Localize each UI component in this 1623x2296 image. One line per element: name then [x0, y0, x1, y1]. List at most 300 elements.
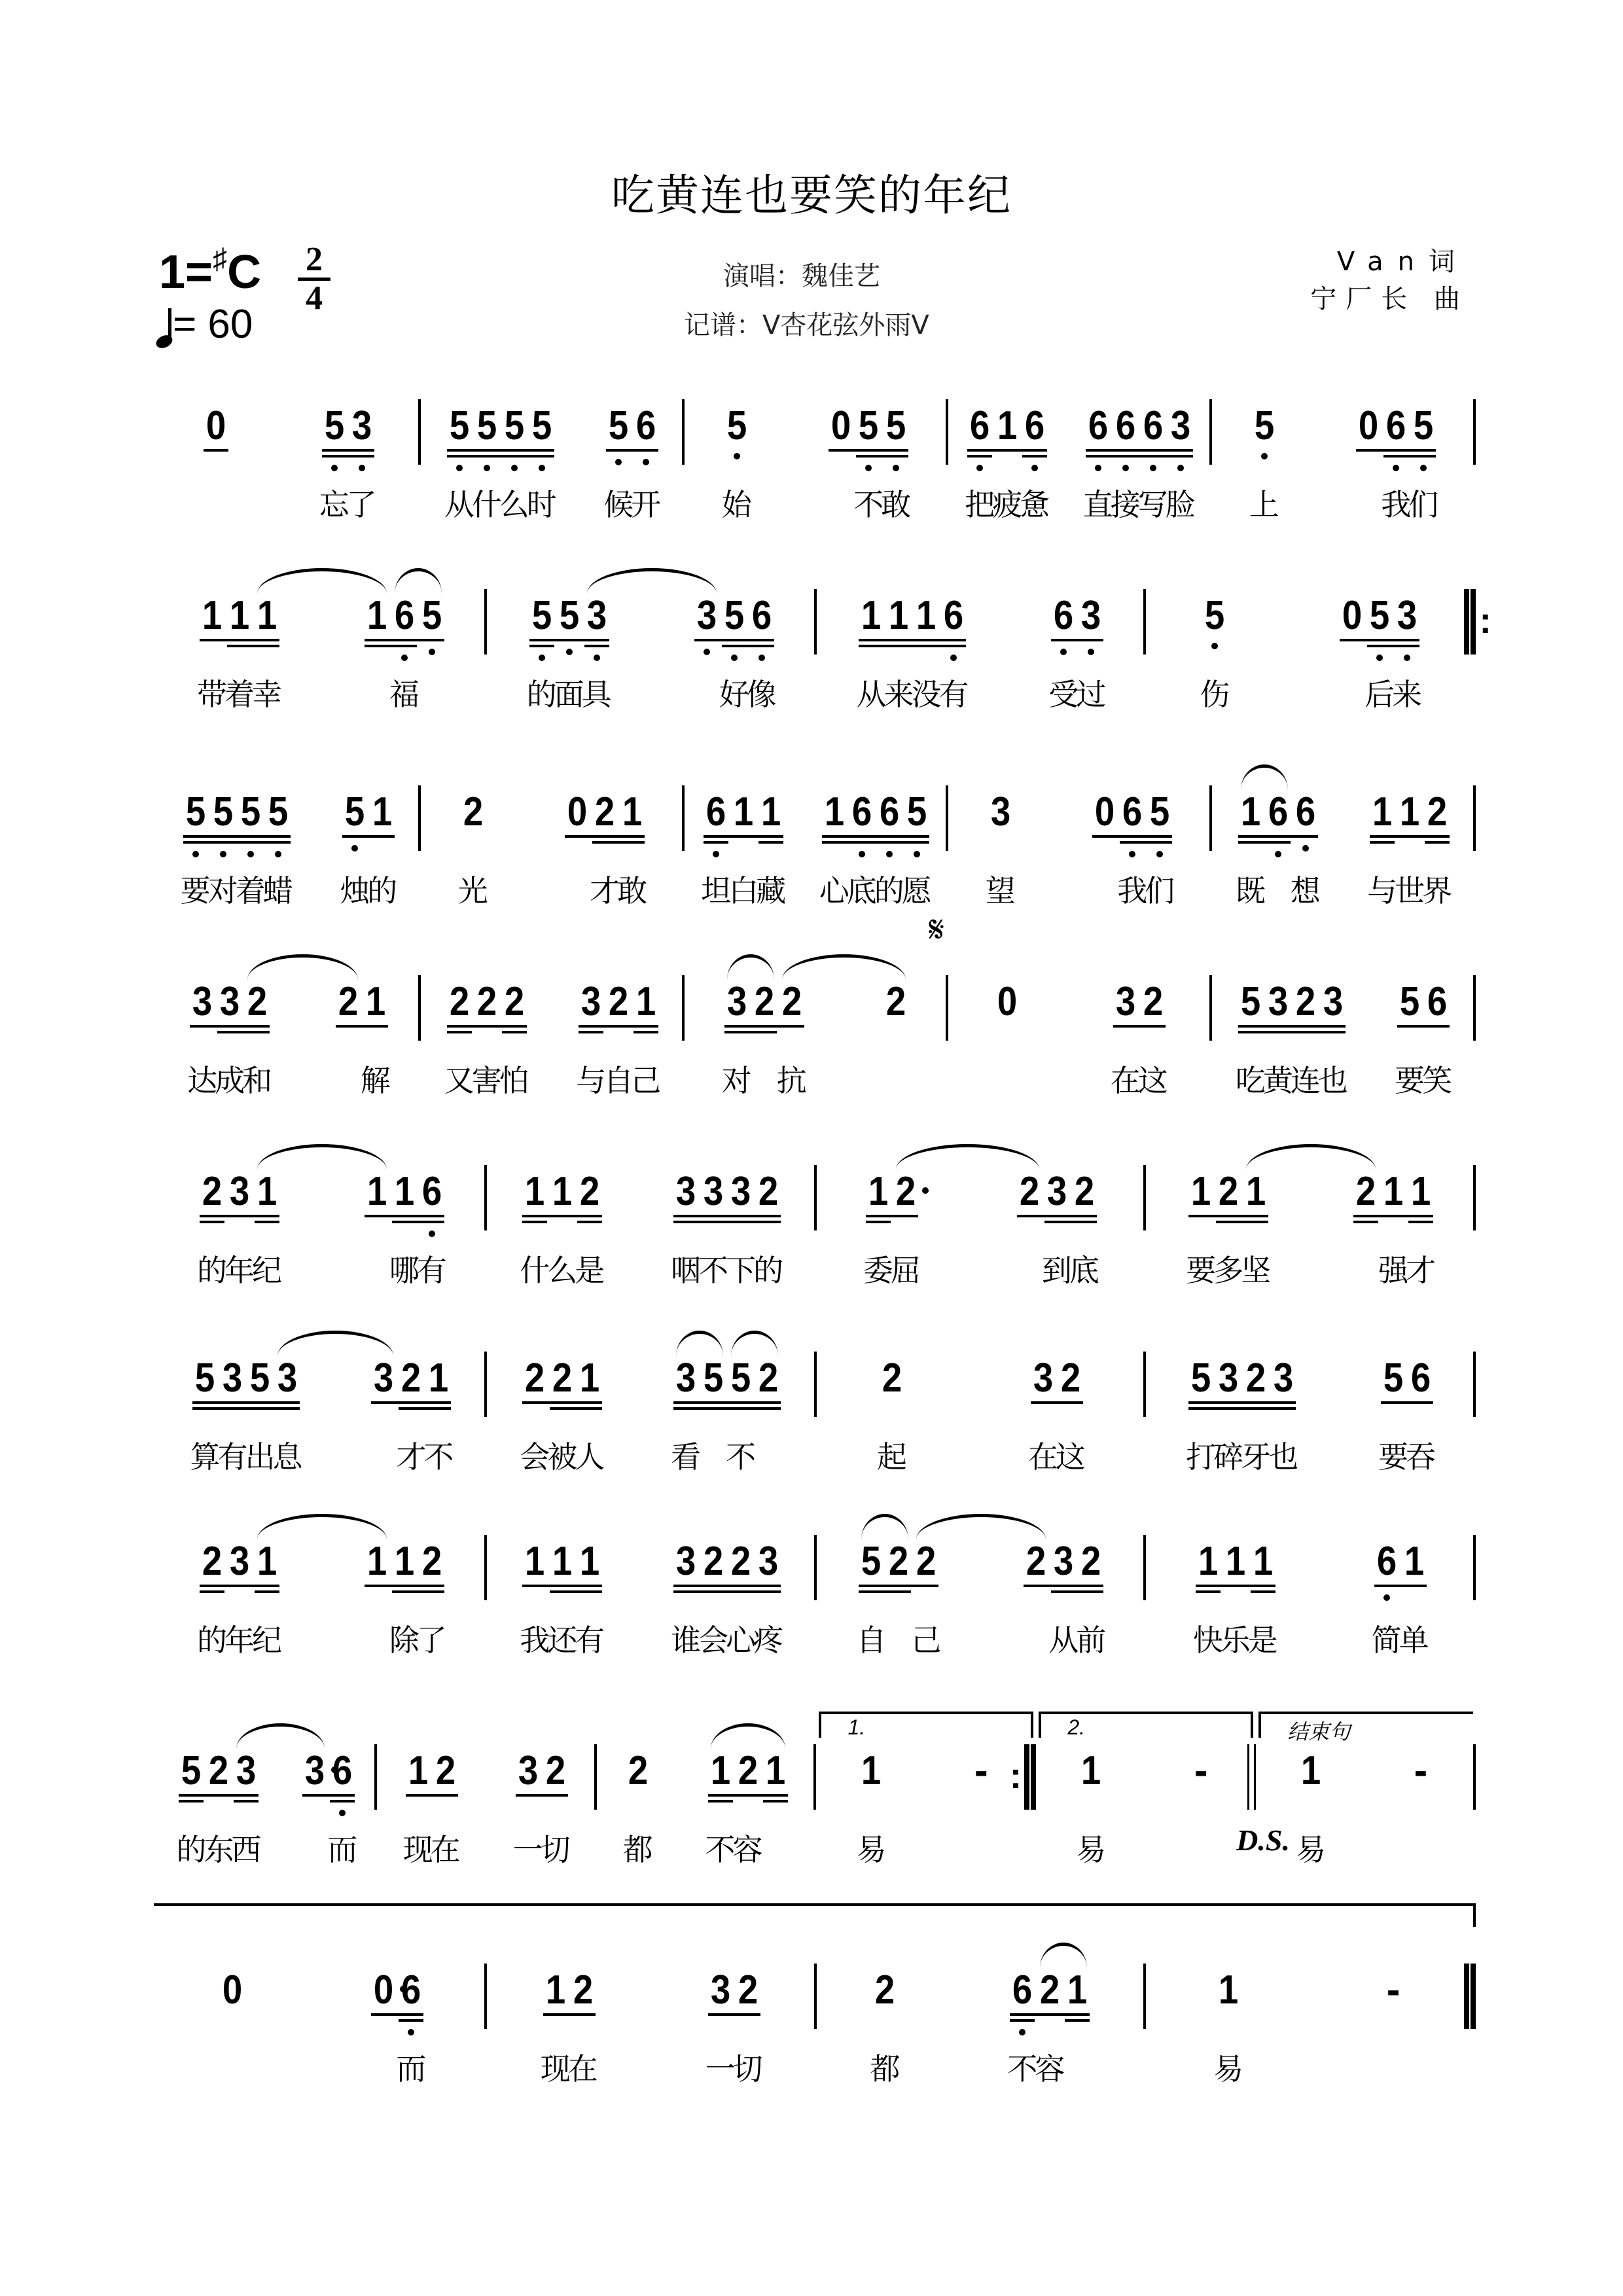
beam-underline — [967, 449, 1047, 452]
note-digit: 6 — [1427, 979, 1448, 1024]
sustain-dash: - — [1414, 1748, 1428, 1793]
note-group — [993, 949, 1021, 1022]
note-digit: 2 — [435, 1748, 455, 1793]
note-digit: 3 — [1046, 1169, 1067, 1214]
note — [631, 979, 662, 1098]
note-digit: 1 — [824, 789, 844, 834]
note — [755, 1355, 782, 1401]
lyric-char: 年 — [224, 1253, 255, 1288]
measure — [1146, 563, 1491, 712]
note — [1200, 593, 1230, 712]
note-digit: 2 — [738, 1748, 758, 1793]
lyric-char: 谁 — [671, 1623, 702, 1658]
coda-bracket-line — [154, 1903, 1476, 1906]
note-digit: 2 — [754, 979, 774, 1024]
lower-octave-dot — [643, 459, 649, 465]
lyric-char: 成 — [215, 1063, 245, 1098]
lyric-char: 现 — [402, 1832, 433, 1867]
note-group — [985, 759, 1016, 908]
note-group — [340, 759, 398, 908]
lyric-char: 年 — [224, 1623, 255, 1658]
measure — [157, 1139, 487, 1288]
note — [1213, 1967, 1244, 2087]
note-digit: 5 — [504, 403, 524, 448]
note — [219, 1967, 246, 2013]
note-digit: 5 — [1383, 1355, 1404, 1401]
lyric-char: 易 — [1076, 1832, 1107, 1867]
note-group — [196, 563, 282, 712]
beam-underline — [190, 1025, 270, 1028]
note — [576, 979, 607, 1098]
note-digit: 5 — [906, 789, 927, 834]
lyric-char: 的 — [367, 873, 398, 908]
beam-underline — [322, 455, 374, 457]
note — [471, 403, 502, 522]
beam-underline — [673, 1590, 781, 1593]
note-digit: 3 — [351, 403, 372, 448]
measure — [948, 759, 1212, 908]
note-digit: 5 — [250, 1355, 270, 1401]
note-digit: 6 — [1054, 593, 1074, 638]
lyric-char: 上 — [1249, 487, 1279, 522]
note — [890, 1169, 921, 1288]
beam-underline — [516, 1794, 568, 1797]
note-digit: 1 — [868, 1169, 889, 1214]
note-digit: 3 — [703, 1169, 724, 1214]
barline — [1473, 1165, 1476, 1230]
note-group — [1192, 1509, 1278, 1658]
note-digit: 2 — [545, 1748, 565, 1793]
measure — [1236, 1718, 1476, 1867]
coda-bracket-end — [1473, 1903, 1476, 1927]
beam-underline — [633, 1031, 658, 1033]
lyric-char: 委 — [863, 1253, 893, 1288]
measure-list — [157, 759, 1476, 908]
note-digit: 1 — [580, 1355, 600, 1401]
lyric-char: 东 — [204, 1832, 234, 1867]
lyric-char: 从 — [1048, 1623, 1079, 1658]
lower-octave-dot — [408, 2029, 414, 2036]
beam-underline — [1383, 455, 1436, 457]
note — [416, 1539, 447, 1658]
note — [1364, 593, 1395, 712]
lyric-char: 纪 — [251, 1623, 282, 1658]
lyric-char: 有 — [416, 1253, 447, 1288]
note — [526, 593, 557, 712]
note-digit: 1 — [1253, 1539, 1273, 1584]
note-digit: 1 — [202, 593, 223, 638]
beam-underline — [1031, 1401, 1083, 1404]
note-digit: 3 — [229, 1539, 250, 1584]
note-digit: 1 — [257, 1539, 277, 1584]
note-group — [444, 949, 529, 1098]
note — [499, 979, 529, 1098]
beam-underline — [550, 1590, 602, 1593]
note — [1408, 403, 1439, 522]
beam-underline — [1022, 455, 1047, 457]
beam-underline — [673, 1407, 781, 1410]
beam-underline — [1238, 1031, 1346, 1033]
note-digit: 3 — [675, 1539, 696, 1584]
note-digit: 2 — [1074, 1169, 1094, 1214]
note — [389, 1539, 419, 1658]
song-title: 吃黄连也要笑的年纪 — [611, 170, 1012, 221]
note-group — [187, 949, 273, 1098]
note — [575, 1355, 605, 1475]
beam-underline — [371, 1401, 451, 1404]
lyric-char: 时 — [526, 487, 557, 522]
lyric-char: 么 — [499, 487, 529, 522]
note — [856, 593, 887, 712]
note-group — [1200, 563, 1230, 712]
lyric-char: 前 — [1076, 1623, 1107, 1658]
note-group — [457, 759, 488, 908]
note — [272, 1355, 303, 1475]
lyric-char: 了 — [346, 487, 377, 522]
note — [853, 403, 884, 522]
note — [762, 1748, 789, 1793]
note-group — [1338, 563, 1423, 712]
note-digit: 1 — [1198, 1539, 1218, 1584]
measure — [817, 1937, 1147, 2087]
lyric-char: 在 — [1027, 1439, 1058, 1475]
lyric-char: 出 — [245, 1439, 276, 1475]
note-group — [526, 563, 612, 712]
note-digit: 3 — [220, 979, 240, 1024]
lyric-char: 纪 — [251, 1253, 282, 1288]
note — [1296, 1748, 1327, 1867]
note-digit: 6 — [1025, 403, 1045, 448]
lyric-char: 在 — [567, 2051, 598, 2087]
lower-octave-dot — [1095, 465, 1101, 471]
measure-list — [157, 563, 1491, 712]
note-digit: 3 — [1268, 979, 1288, 1024]
note-digit: 0 — [1342, 593, 1363, 638]
lyric-char: 都 — [870, 2051, 901, 2087]
lyric-char: 直 — [1082, 487, 1113, 522]
note — [1352, 1169, 1380, 1214]
note-digit: 3 — [277, 1355, 298, 1401]
note-digit: 2 — [882, 1355, 902, 1401]
note-group — [576, 949, 662, 1098]
note-digit: 2 — [1026, 1539, 1046, 1584]
beam-underline — [1374, 1585, 1427, 1587]
lyric-char: 牙 — [1241, 1439, 1272, 1475]
beam-underline — [859, 639, 966, 641]
note-digit: 2 — [781, 979, 802, 1024]
beam-underline — [179, 1794, 259, 1797]
beam-underline — [447, 455, 554, 457]
beam-underline — [1188, 1407, 1296, 1410]
note-digit: 5 — [859, 403, 879, 448]
beam-underline — [234, 1800, 259, 1803]
note-digit: 1 — [394, 1169, 414, 1214]
note-digit: 6 — [421, 1169, 442, 1214]
note — [526, 403, 557, 522]
note — [1355, 403, 1382, 448]
note — [1406, 1355, 1436, 1475]
note — [700, 1355, 727, 1401]
beam-underline — [1238, 1025, 1346, 1028]
measure — [157, 1718, 377, 1867]
lyric-char: 幸 — [251, 677, 282, 712]
note-group — [603, 373, 662, 522]
note — [1048, 1539, 1079, 1658]
note-digit: 1 — [229, 593, 250, 638]
score-row — [157, 1937, 1476, 2108]
note-digit: 5 — [1205, 593, 1225, 638]
note — [547, 1355, 578, 1475]
note-digit: 0 — [831, 403, 851, 448]
note-digit: 2 — [895, 1169, 916, 1214]
note-digit: 5 — [1191, 1355, 1211, 1401]
note — [370, 1355, 397, 1401]
note-digit: 0 — [223, 1967, 243, 2013]
repeat-end-barline — [1031, 1744, 1036, 1810]
lower-octave-dot — [865, 465, 872, 471]
lyric-char: 望 — [985, 873, 1016, 908]
note — [423, 1355, 454, 1475]
lyric-char: 有 — [217, 1439, 248, 1475]
segno-icon: 𝄋 — [929, 908, 945, 951]
measure — [685, 759, 948, 908]
note — [207, 789, 238, 908]
note-digit: 2 — [338, 979, 358, 1024]
note-group — [671, 1139, 784, 1288]
note-digit: 3 — [236, 1748, 257, 1793]
note-digit: 2 — [1355, 1169, 1376, 1214]
beam-underline — [522, 1585, 602, 1587]
lower-octave-dot — [1420, 465, 1427, 471]
beam-underline — [704, 835, 783, 838]
note-group — [363, 1139, 447, 1288]
note-digit: 1 — [997, 403, 1018, 448]
note — [1082, 403, 1113, 522]
lyric-char: 切 — [732, 2051, 763, 2087]
note-digit: 6 — [1088, 403, 1108, 448]
lyric-char: 抗 — [776, 1063, 807, 1098]
note — [911, 1539, 942, 1658]
measure — [1212, 759, 1476, 908]
beam-underline — [1051, 1590, 1103, 1593]
beam-underline — [673, 1585, 781, 1587]
beam-underline — [365, 639, 444, 641]
note — [881, 403, 912, 522]
note-group — [965, 373, 1050, 522]
note-digit: 6 — [332, 1748, 353, 1793]
note-group — [622, 1718, 653, 1867]
lyric-char: 底 — [846, 873, 877, 908]
lyric-char: 才 — [1406, 1253, 1436, 1288]
note-group — [319, 373, 377, 522]
lyric-char: 具 — [581, 677, 612, 712]
lyric-char: 要 — [1186, 1253, 1217, 1288]
lower-octave-dot — [1060, 649, 1067, 655]
measure — [157, 759, 421, 908]
measure — [948, 373, 1212, 522]
lyric-char: 屈 — [890, 1253, 921, 1288]
note — [251, 1539, 282, 1658]
note — [732, 1967, 763, 2087]
lyric-char: 黄 — [1262, 1063, 1293, 1098]
note — [693, 593, 721, 638]
note — [846, 789, 877, 908]
note-digit: 3 — [518, 1748, 538, 1793]
note-digit: 3 — [581, 979, 601, 1024]
note — [444, 979, 474, 1098]
lyric-char: 了 — [416, 1623, 447, 1658]
lyric-char: 们 — [1408, 487, 1439, 522]
note-digit: 2 — [889, 1539, 909, 1584]
lower-octave-dot — [247, 851, 254, 857]
note-group — [1213, 1937, 1244, 2087]
note-digit: 1 — [408, 1748, 428, 1793]
note — [1406, 1169, 1436, 1288]
measure — [377, 1718, 597, 1867]
time-sig-bottom: 4 — [306, 279, 323, 317]
beam-underline — [1397, 1025, 1450, 1028]
note — [196, 593, 227, 712]
note-group — [1110, 949, 1168, 1098]
lyric-char: 么 — [547, 1253, 578, 1288]
repeat-dots: : — [1009, 1755, 1022, 1796]
beam-underline — [673, 1221, 781, 1223]
lower-octave-dot — [1031, 465, 1038, 471]
note — [863, 1169, 893, 1288]
note-digit: 3 — [675, 1355, 696, 1401]
lyric-char: 除 — [389, 1623, 419, 1658]
note — [705, 1748, 736, 1867]
note-group — [370, 1937, 427, 2087]
beam-underline — [336, 1025, 388, 1028]
note-digit: 5 — [1414, 403, 1434, 448]
note-digit: 6 — [1410, 1355, 1431, 1401]
note-digit: 6 — [1376, 1539, 1397, 1584]
lyric-char: 的 — [753, 1253, 784, 1288]
lyric-char: 写 — [1137, 487, 1168, 522]
lower-octave-dot — [859, 851, 865, 857]
note-digit: 2 — [552, 1355, 573, 1401]
note-digit: 5 — [730, 1355, 751, 1401]
measure-list — [157, 1715, 1476, 1867]
beam-underline — [763, 1800, 788, 1803]
note-digit: 3 — [726, 979, 747, 1024]
note — [418, 593, 446, 638]
beam-underline — [859, 1590, 911, 1593]
beam-underline — [200, 1590, 224, 1593]
note-digit: 3 — [229, 1169, 250, 1214]
lyric-char: 要 — [1378, 1439, 1409, 1475]
note — [617, 789, 648, 908]
note — [753, 1169, 784, 1288]
lyric-char: 疲 — [992, 487, 1023, 522]
beam-underline — [577, 1221, 602, 1223]
note-digit: 3 — [1170, 403, 1190, 448]
lyric-char: 是 — [575, 1253, 605, 1288]
note-group — [520, 1139, 605, 1288]
note-digit: 3 — [1054, 1539, 1074, 1584]
note-group — [721, 373, 752, 522]
note-digit: 5 — [195, 1355, 215, 1401]
lyric-char: 才 — [590, 873, 620, 908]
key-signature — [159, 245, 261, 299]
beam-underline — [392, 1221, 444, 1223]
note — [1117, 789, 1148, 908]
lyric-char: 心 — [819, 873, 849, 908]
lower-octave-dot — [1393, 465, 1399, 471]
note-digit: 2 — [758, 1355, 779, 1401]
score-row — [157, 1509, 1476, 1679]
barline — [1473, 975, 1476, 1041]
note-digit: 3 — [1323, 979, 1343, 1024]
lyric-char: 这 — [1137, 1063, 1168, 1098]
lyric-char: 是 — [1247, 1623, 1278, 1658]
note — [1137, 979, 1168, 1098]
lyric-char: 好 — [719, 677, 749, 712]
note-digit: 5 — [1369, 593, 1390, 638]
beam-underline — [1340, 639, 1419, 641]
note-digit: 3 — [990, 789, 1010, 834]
beam-underline — [859, 1585, 938, 1587]
note-digit: 1 — [622, 789, 643, 834]
beam-underline — [1051, 639, 1103, 641]
note-digit: 6 — [751, 593, 772, 638]
note-group — [540, 1937, 598, 2087]
lyric-char: 的 — [196, 1623, 227, 1658]
lyric-char: 我 — [520, 1623, 550, 1658]
note-group — [1352, 1139, 1436, 1288]
note — [753, 1539, 784, 1658]
note-digit: 2 — [886, 979, 906, 1024]
lyric-char: 下 — [726, 1253, 757, 1288]
measure-list — [157, 373, 1476, 522]
lower-octave-dot — [1261, 453, 1268, 459]
augmentation-dot — [922, 1187, 929, 1194]
lower-octave-dot — [484, 465, 490, 471]
lower-octave-dot — [1150, 465, 1156, 471]
lower-octave-dot — [275, 851, 281, 857]
beam-underline — [829, 449, 908, 452]
beam-underline — [1356, 449, 1436, 452]
beam-underline — [204, 449, 228, 452]
note — [520, 1355, 550, 1475]
volta-label: 结束句 — [1287, 1720, 1351, 1744]
note-group — [1186, 1139, 1272, 1288]
note-digit: 3 — [1033, 1355, 1053, 1401]
note-digit: 1 — [710, 1748, 730, 1793]
beam-underline — [330, 1800, 355, 1803]
note-digit: 3 — [374, 1355, 394, 1401]
volta-label: 2. — [1067, 1715, 1085, 1739]
note-digit: 1 — [1404, 1539, 1424, 1584]
lyric-char: 什 — [520, 1253, 550, 1288]
beam-underline — [1120, 841, 1172, 844]
lyric-char: 连 — [1290, 1063, 1321, 1098]
note-digit: 2 — [1427, 789, 1448, 834]
note-digit: 2 — [1246, 1355, 1266, 1401]
note — [176, 1748, 207, 1867]
note — [1290, 789, 1321, 908]
volta-bracket — [819, 1712, 1033, 1738]
beam-underline — [1044, 1221, 1097, 1223]
lyric-char: 而 — [327, 1832, 358, 1867]
beam-underline — [550, 1407, 602, 1410]
lyric-char: 与 — [1367, 873, 1398, 908]
beam-underline — [1251, 1590, 1275, 1593]
lyric-char: 现 — [540, 2051, 571, 2087]
lyric-char: 算 — [190, 1439, 221, 1475]
measure — [597, 1718, 817, 1867]
